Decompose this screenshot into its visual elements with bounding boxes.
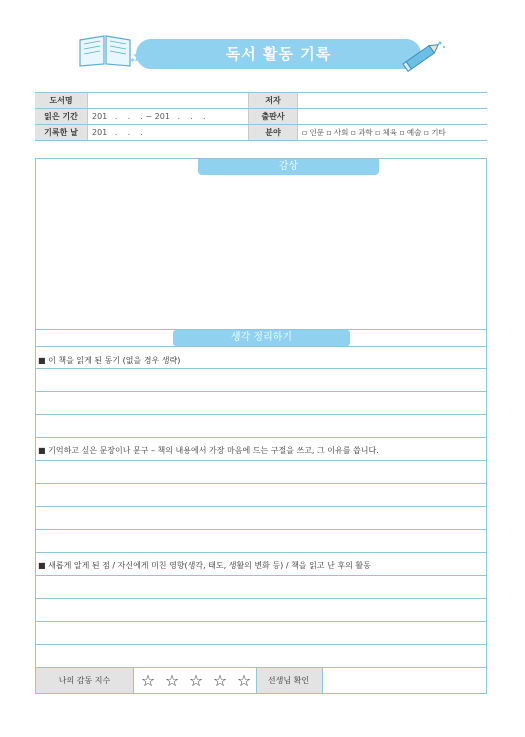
book-title-field[interactable] — [88, 93, 249, 109]
info-row-period — [35, 109, 487, 125]
writing-line — [35, 529, 487, 530]
info-row-title — [35, 93, 487, 109]
writing-line — [35, 575, 487, 576]
writing-line — [35, 644, 487, 645]
field-option-arts[interactable]: ▫ 예술 — [399, 128, 422, 137]
writing-line — [35, 414, 487, 415]
period-label: 읽은 기간 — [35, 109, 88, 125]
learned-prompt: ■ 새롭게 알게 된 점 / 자신에게 미친 영향(생각, 태도, 생활의 변화 등) / 책을 읽고 난 후의 활동 — [38, 561, 371, 570]
publisher-field[interactable] — [298, 109, 488, 125]
date-label: 기록한 날 — [35, 125, 88, 141]
impression-label: 감상 — [198, 159, 379, 175]
writing-line — [35, 437, 487, 438]
field-option-society[interactable]: ▫ 사회 — [326, 128, 349, 137]
writing-line — [35, 391, 487, 392]
writing-line — [35, 368, 487, 369]
field-label: 분야 — [249, 125, 298, 141]
writing-line — [35, 483, 487, 484]
open-book-icon — [74, 30, 136, 70]
teacher-signature-field[interactable] — [323, 668, 486, 693]
field-option-humanities[interactable]: ▫ 인문 — [302, 128, 324, 137]
memorable-sentence-prompt: ■ 기억하고 싶은 문장이나 문구 – 책의 내용에서 가장 마음에 드는 구절을 쓰고, 그 이유를 씁니다. — [38, 446, 379, 455]
book-title-label: 도서명 — [35, 93, 88, 109]
rating-label: 나의 감동 지수 — [58, 676, 111, 685]
star-rating — [136, 668, 256, 693]
publisher-label: 출판사 — [249, 109, 298, 125]
rating-star-icon[interactable]: ☆ — [212, 671, 228, 690]
date-field[interactable]: 201 . . . — [88, 125, 249, 141]
page-title: 독서 활동 기록 — [225, 45, 332, 63]
motivation-prompt: ■ 이 책을 읽게 된 동기 (없을 경우 생략) — [38, 356, 181, 365]
field-option-sports[interactable]: ▫ 체육 — [375, 128, 398, 137]
rating-star-icon[interactable]: ☆ — [140, 671, 156, 690]
writing-line — [35, 621, 487, 622]
pencil-icon — [398, 37, 448, 75]
author-field[interactable] — [298, 93, 488, 109]
field-option-science[interactable]: ▫ 과학 — [350, 128, 373, 137]
teacher-label: 선생님 확인 — [267, 676, 310, 685]
summary-label: 생각 정리하기 — [173, 330, 350, 346]
rating-star-icon[interactable]: ☆ — [236, 671, 252, 690]
rating-star-icon[interactable]: ☆ — [164, 671, 180, 690]
rating-star-icon[interactable]: ☆ — [188, 671, 204, 690]
info-row-date — [35, 125, 487, 141]
author-label: 저자 — [249, 93, 298, 109]
field-options — [298, 125, 488, 141]
impression-area[interactable] — [36, 176, 486, 329]
writing-line — [35, 598, 487, 599]
divider — [35, 346, 487, 347]
writing-line — [35, 552, 487, 553]
writing-line — [35, 460, 487, 461]
writing-line — [35, 506, 487, 507]
field-option-other[interactable]: ▫ 기타 — [423, 128, 446, 137]
info-table — [35, 92, 487, 141]
period-field[interactable]: 201 . . . ~ 201 . . . — [88, 109, 249, 125]
